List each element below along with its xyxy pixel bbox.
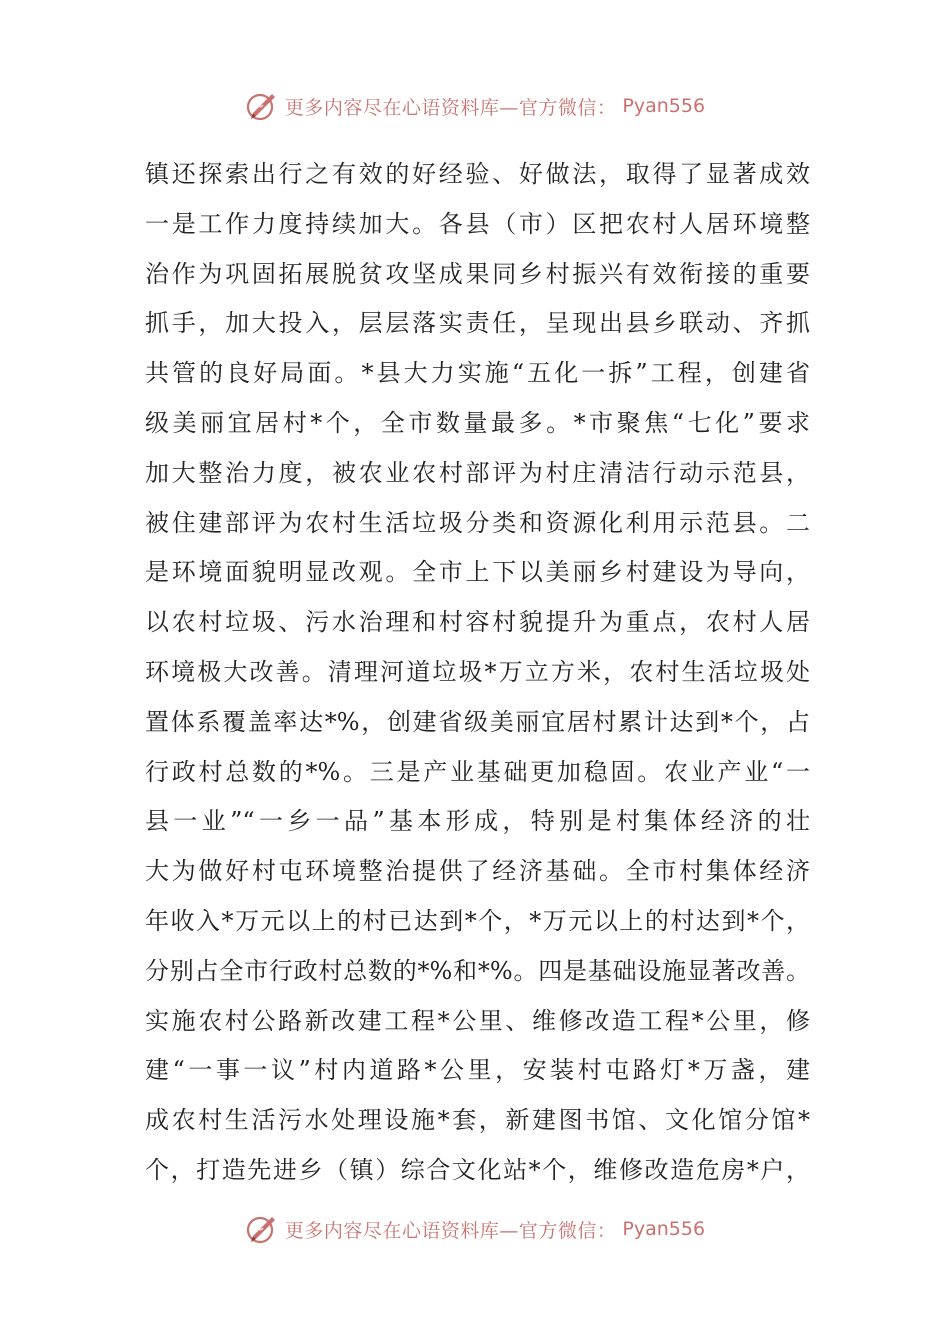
text-line: 治作为巩固拓展脱贫攻坚成果同乡村振兴有效衔接的重要 (145, 259, 810, 288)
text-line: 建“一事一议”村内道路*公里，安装村屯路灯*万盏，建 (145, 1056, 810, 1085)
watermark-header (0, 86, 950, 126)
text-line: 以农村垃圾、污水治理和村容村貌提升为重点，农村人居 (145, 608, 810, 637)
text-line: 县一业”“一乡一品”基本形成，特别是村集体经济的壮 (145, 807, 810, 836)
pen-logo-icon (245, 1212, 279, 1246)
text-line: 置体系覆盖率达*%，创建省级美丽宜居村累计达到*个，占 (145, 707, 810, 736)
watermark-footer (0, 1209, 950, 1249)
text-line: 加大整治力度，被农业农村部评为村庄清洁行动示范县， (145, 458, 810, 487)
text-line: 年收入*万元以上的村已达到*个，*万元以上的村达到*个， (145, 906, 810, 935)
pen-logo-icon (245, 89, 279, 123)
text-line: 个，打造先进乡（镇）综合文化站*个，维修改造危房*户， (145, 1155, 810, 1184)
text-line: 大为做好村屯环境整治提供了经济基础。全市村集体经济 (145, 857, 810, 886)
text-line: 共管的良好局面。*县大力实施“五化一拆”工程，创建省 (145, 359, 810, 388)
text-line: 级美丽宜居村*个，全市数量最多。*市聚焦“七化”要求 (145, 408, 810, 437)
text-line: 实施农村公路新改建工程*公里、维修改造工程*公里，修 (145, 1006, 810, 1035)
watermark-handle: Pyan556 (622, 1218, 706, 1240)
watermark-text: 更多内容尽在心语资料库—官方微信： (284, 96, 617, 119)
text-line: 是环境面貌明显改观。全市上下以美丽乡村建设为导向， (145, 558, 810, 587)
text-line: 环境极大改善。清理河道垃圾*万立方米，农村生活垃圾处 (145, 657, 810, 686)
document-body (145, 150, 810, 1196)
text-line: 镇还探索出行之有效的好经验、好做法，取得了显著成效 (145, 160, 810, 188)
text-line: 分别占全市行政村总数的*%和*%。四是基础设施显著改善。 (145, 956, 810, 985)
text-line: 一是工作力度持续加大。各县（市）区把农村人居环境整 (145, 209, 810, 238)
watermark-text: 更多内容尽在心语资料库—官方微信： (284, 1219, 617, 1242)
text-line: 成农村生活污水处理设施*套，新建图书馆、文化馆分馆* (145, 1106, 810, 1135)
watermark-handle: Pyan556 (622, 95, 706, 117)
text-line: 抓手，加大投入，层层落实责任，呈现出县乡联动、齐抓 (145, 309, 810, 338)
text-line: 被住建部评为农村生活垃圾分类和资源化利用示范县。二 (145, 508, 810, 537)
text-line: 行政村总数的*%。三是产业基础更加稳固。农业产业“一 (145, 757, 810, 786)
